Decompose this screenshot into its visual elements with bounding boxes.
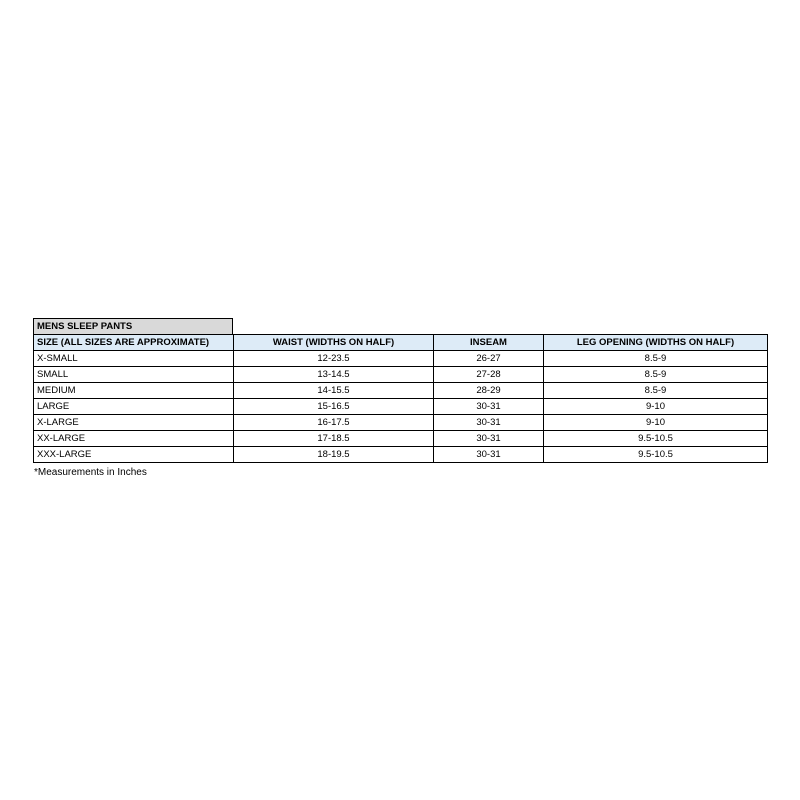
chart-title: MENS SLEEP PANTS — [33, 318, 233, 334]
header-leg-opening: LEG OPENING (WIDTHS ON HALF) — [544, 335, 768, 351]
size-cell: SMALL — [34, 367, 234, 383]
leg-opening-cell: 9-10 — [544, 399, 768, 415]
inseam-cell: 26-27 — [434, 351, 544, 367]
waist-cell: 16-17.5 — [234, 415, 434, 431]
leg-opening-cell: 8.5-9 — [544, 367, 768, 383]
waist-cell: 14-15.5 — [234, 383, 434, 399]
header-inseam: INSEAM — [434, 335, 544, 351]
table-row — [34, 431, 768, 447]
table-row — [34, 383, 768, 399]
waist-cell: 18-19.5 — [234, 447, 434, 463]
table-row — [34, 367, 768, 383]
size-table — [33, 334, 768, 463]
size-cell: LARGE — [34, 399, 234, 415]
header-row — [34, 335, 768, 351]
size-cell: XXX-LARGE — [34, 447, 234, 463]
inseam-cell: 28-29 — [434, 383, 544, 399]
size-chart — [33, 318, 767, 478]
size-cell: XX-LARGE — [34, 431, 234, 447]
size-cell: MEDIUM — [34, 383, 234, 399]
inseam-cell: 30-31 — [434, 431, 544, 447]
leg-opening-cell: 8.5-9 — [544, 383, 768, 399]
leg-opening-cell: 9.5-10.5 — [544, 431, 768, 447]
leg-opening-cell: 8.5-9 — [544, 351, 768, 367]
table-row — [34, 415, 768, 431]
size-cell: X-SMALL — [34, 351, 234, 367]
table-row — [34, 351, 768, 367]
leg-opening-cell: 9.5-10.5 — [544, 447, 768, 463]
waist-cell: 13-14.5 — [234, 367, 434, 383]
inseam-cell: 30-31 — [434, 447, 544, 463]
waist-cell: 15-16.5 — [234, 399, 434, 415]
leg-opening-cell: 9-10 — [544, 415, 768, 431]
size-cell: X-LARGE — [34, 415, 234, 431]
footnote: *Measurements in Inches — [34, 467, 147, 478]
table-row — [34, 399, 768, 415]
waist-cell: 12-23.5 — [234, 351, 434, 367]
header-waist: WAIST (WIDTHS ON HALF) — [234, 335, 434, 351]
header-size: SIZE (ALL SIZES ARE APPROXIMATE) — [34, 335, 234, 351]
inseam-cell: 27-28 — [434, 367, 544, 383]
inseam-cell: 30-31 — [434, 399, 544, 415]
inseam-cell: 30-31 — [434, 415, 544, 431]
table-row — [34, 447, 768, 463]
waist-cell: 17-18.5 — [234, 431, 434, 447]
